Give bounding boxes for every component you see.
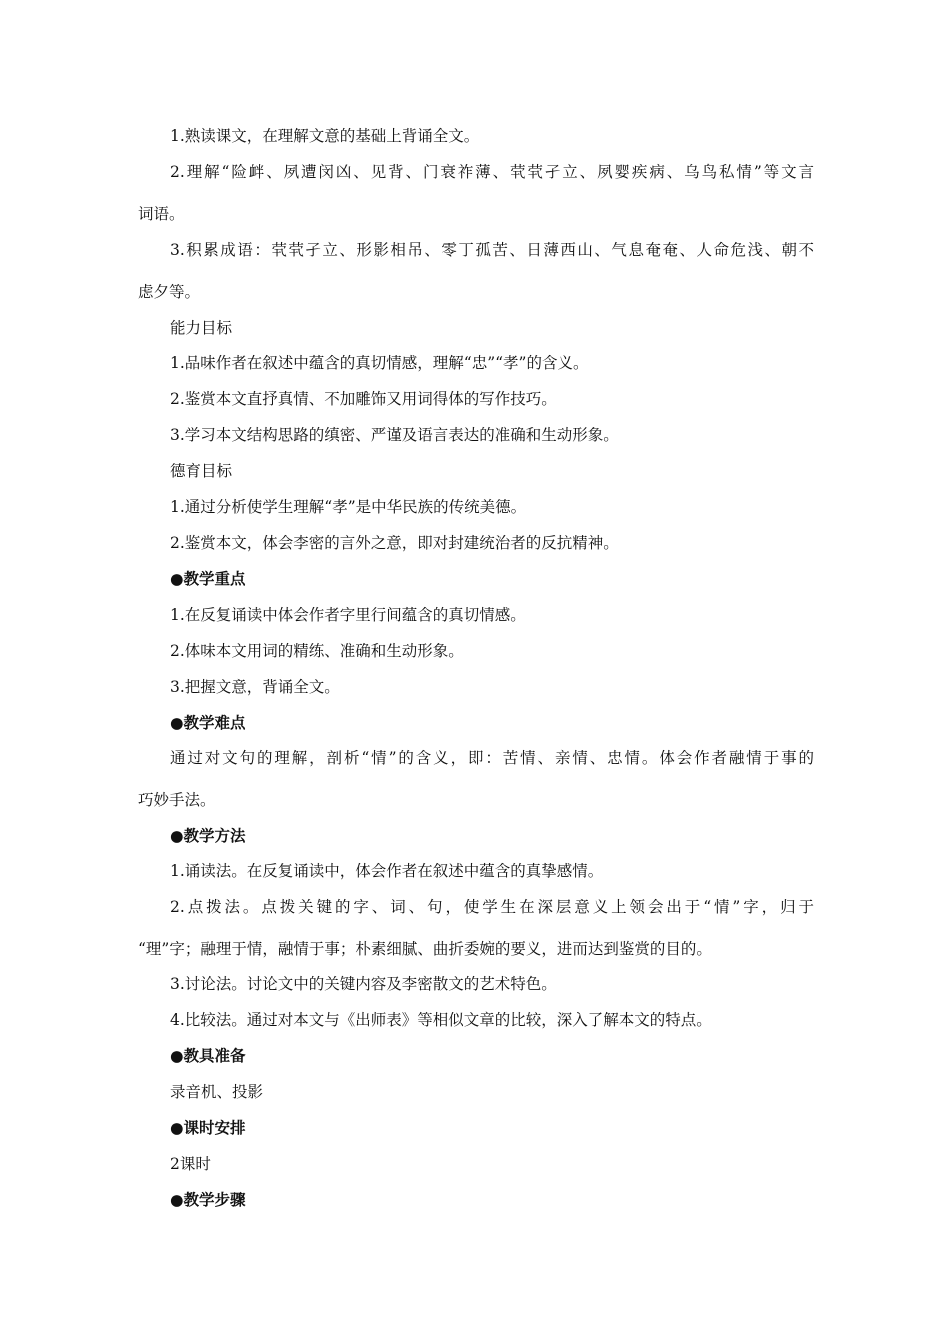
method-3: 3.讨论法。讨论文中的关键内容及李密散文的艺术特色。 (170, 975, 557, 993)
schedule-text: 2课时 (170, 1155, 211, 1173)
method-2-cont: “理”字；融理于情，融情于事；朴素细腻、曲折委婉的要义，进而达到鉴赏的目的。 (138, 940, 712, 958)
knowledge-goal-3: 3.积累成语：茕茕孑立、形影相吊、零丁孤苦、日薄西山、气息奄奄、人命危浅、朝不 (170, 241, 814, 259)
method-2: 2.点拨法。点拨关键的字、词、句，使学生在深层意义上领会出于“情”字，归于 (170, 898, 814, 916)
tools-heading: ●教具准备 (170, 1046, 246, 1065)
knowledge-goal-2: 2.理解“险衅、夙遭闵凶、见背、门衰祚薄、茕茕孑立、夙婴疾病、乌鸟私情”等文言 (170, 163, 814, 181)
key-points-heading: ●教学重点 (170, 569, 246, 588)
difficulties-heading: ●教学难点 (170, 713, 246, 732)
moral-goal-2: 2.鉴赏本文，体会李密的言外之意，即对封建统治者的反抗精神。 (170, 534, 619, 552)
ability-goal-2: 2.鉴赏本文直抒真情、不加雕饰又用词得体的写作技巧。 (170, 390, 557, 408)
difficulties-line-2: 巧妙手法。 (138, 791, 216, 809)
method-1: 1.诵读法。在反复诵读中，体会作者在叙述中蕴含的真挚感情。 (170, 862, 604, 880)
schedule-heading: ●课时安排 (170, 1118, 246, 1137)
key-point-3: 3.把握文意，背诵全文。 (170, 678, 340, 696)
key-point-1: 1.在反复诵读中体会作者字里行间蕴含的真切情感。 (170, 606, 526, 624)
methods-heading: ●教学方法 (170, 826, 246, 845)
key-point-2: 2.体味本文用词的精练、准确和生动形象。 (170, 642, 464, 660)
knowledge-goal-1: 1.熟读课文，在理解文意的基础上背诵全文。 (170, 127, 480, 145)
ability-goals-title: 能力目标 (170, 319, 233, 337)
difficulties-line-1: 通过对文句的理解，剖析“情”的含义，即：苦情、亲情、忠情。体会作者融情于事的 (170, 749, 814, 767)
ability-goal-3: 3.学习本文结构思路的缜密、严谨及语言表达的准确和生动形象。 (170, 426, 619, 444)
tools-text: 录音机、投影 (170, 1083, 264, 1101)
knowledge-goal-3-cont: 虑夕等。 (138, 283, 201, 301)
method-4: 4.比较法。通过对本文与《出师表》等相似文章的比较，深入了解本文的特点。 (170, 1011, 712, 1029)
moral-goals-title: 德育目标 (170, 462, 233, 480)
knowledge-goal-2-cont: 词语。 (138, 205, 185, 223)
moral-goal-1: 1.通过分析使学生理解“孝”是中华民族的传统美德。 (170, 498, 527, 516)
ability-goal-1: 1.品味作者在叙述中蕴含的真切情感，理解“忠”“孝”的含义。 (170, 354, 589, 372)
steps-heading: ●教学步骤 (170, 1190, 246, 1209)
